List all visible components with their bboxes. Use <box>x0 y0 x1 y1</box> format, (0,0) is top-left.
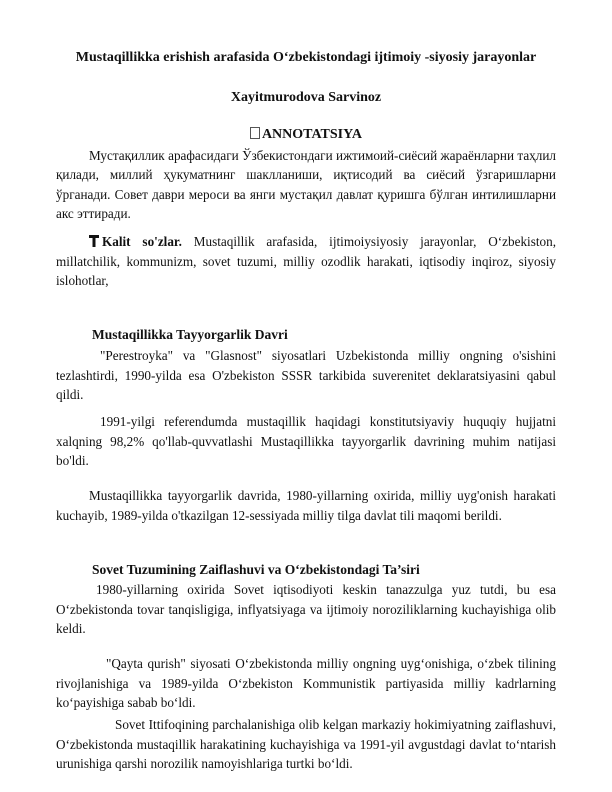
keywords-paragraph <box>56 232 556 291</box>
section1-paragraph-1: "Perestroyka" va "Glasnost" siyosatlari Uzbekistonda milliy ongning o'sishini tezlashtirdi, 1990-yilda esa O'zbekiston SSSR tarkibida suverenitet deklaratsiyasini qabul qildi. <box>56 348 556 403</box>
section1-paragraph-3: Mustaqillikka tayyorgarlik davrida, 1980-yillarning oxirida, milliy uyg'onish harakati kuchayib, 1989-yilda o'tkazilgan 12-sessiyada milliy tilga davlat tili maqomi berildi. <box>56 488 556 523</box>
document-title: Mustaqillikka erishish arafasida O‘zbekistondagi ijtimoiy -siyosiy jarayonlar <box>75 50 537 65</box>
annotation-heading <box>0 127 612 143</box>
author-name: Xayitmurodova Sarvinoz <box>230 90 382 105</box>
section1-paragraph-2: 1991-yilgi referendumda mustaqillik haqidagi konstitutsiyaviy huquqiy hujjatni xalqning 98,2% qo'llab-quvvatlashi Mustaqillikka tayyorgarlik davrining muhim natijasi bo'ldi. <box>56 414 556 469</box>
keywords-text: Mustaqillik arafasida, ijtimoiysiyosiy jarayonlar, O‘zbekiston, millatchilik, kommunizm, sovet tuzumi, milliy ozodlik harakati, iqtisodiy inqiroz, siyosiy islohotlar, <box>56 234 557 289</box>
key-bullet-icon <box>89 235 99 247</box>
section2-paragraph-1: 1980-yillarning oxirida Sovet iqtisodiyoti keskin tanazzulga yuz tutdi, bu esa O‘zbekistonda tovar tanqisligiga, inflyatsiyaga va ijtimoiy noroziliklarning kuchayishiga olib keldi. <box>56 582 556 637</box>
section-heading-soviet-weakening: Sovet Tuzumining Zaiflashuvi va O‘zbekistondagi Ta’siri <box>92 562 420 577</box>
missing-glyph-icon <box>250 127 260 139</box>
annotation-heading-text: ANNOTATSIYA <box>261 127 363 142</box>
section-heading-preparation: Mustaqillikka Tayyorgarlik Davri <box>92 327 288 342</box>
annotation-text: Мустақиллик арафасидаги Ўзбекистондаги ижтимоий-сиёсий жараёнларни таҳлил қилади, миллий ҳукуматнинг шаклланиши, иқтисодий ва сиёсий ўзгаришларни ўрганади. Совет даври мероси ва янги мустақил давлат қуришга бўлган интилишларни акс эттиради. <box>56 148 556 222</box>
section2-paragraph-3: Sovet Ittifoqining parchalanishiga olib kelgan markaziy hokimiyatning zaiflashuvi, O‘zbekistonda mustaqillik harakatining kuchayishiga va 1991-yil avgustdagi davlat to‘ntarish urunishiga qarshi norozilik namoyishlariga turtki bo‘ldi. <box>56 717 556 772</box>
keywords-label: Kalit so'zlar. <box>102 234 182 249</box>
section2-paragraph-2: "Qayta qurish" siyosati O‘zbekistonda milliy ongning uyg‘onishiga, o‘zbek tilining rivojlanishiga va 1989-yilda O‘zbekiston Kommunistik partiyasida milliy kadrlarning ko‘payishiga sabab bo‘ldi. <box>56 656 556 711</box>
